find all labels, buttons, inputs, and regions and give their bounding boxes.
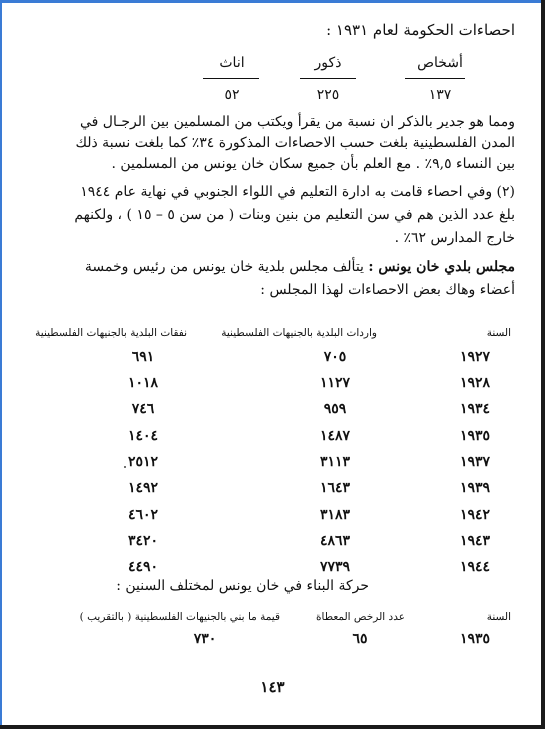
table2-header-value: قيمة ما بني بالجنيهات الفلسطينية ( بالتقريب ) <box>79 611 280 623</box>
census-header-persons: أشخاص <box>417 55 463 71</box>
table1-year: ١٩٢٧ <box>459 349 491 365</box>
scan-speck <box>124 466 126 468</box>
table2-permits: ٦٥ <box>352 631 368 647</box>
window-left-border <box>0 0 2 729</box>
table2-header-permits: عدد الرخص المعطاة <box>316 611 405 623</box>
census-value-persons: ١٣٧ <box>428 87 452 103</box>
table1-expenses: ٦٩١ <box>131 349 155 365</box>
table1-header-revenue: واردات البلدية بالجنيهات الفلسطينية <box>221 327 377 339</box>
table1-expenses: ١٠١٨ <box>127 375 159 391</box>
municipal-line1 <box>85 258 515 276</box>
table1-revenue: ١١٢٧ <box>319 375 351 391</box>
building-heading: حركة البناء في خان يونس لمختلف السنين : <box>116 578 369 594</box>
table2-year: ١٩٣٥ <box>459 631 491 647</box>
window-bottom-border <box>0 725 545 729</box>
table1-expenses: ٧٤٦ <box>131 401 155 417</box>
municipal-line1-text: يتألف مجلس بلدية خان يونس من رئيس وخمسة <box>84 259 369 275</box>
table1-expenses: ٤٦٠٢ <box>127 507 159 523</box>
table1-year: ١٩٤٣ <box>459 533 491 549</box>
table1-header-expenses: نفقات البلدية بالجنيهات الفلسطينية <box>35 327 187 339</box>
table2-value: ٧٣٠ <box>193 631 217 647</box>
table1-year: ١٩٤٤ <box>459 559 491 575</box>
paragraph2-line3: خارج المدارس ٦٢٪ . <box>394 230 515 246</box>
table1-year: ١٩٣٩ <box>459 480 491 496</box>
paragraph1-line2: المدن الفلسطينية بلغت حسب الاحصاءات المذكورة ٣٤٪ كما بلغت نسبة ذلك <box>75 135 515 151</box>
table1-expenses: ٣٤٢٠ <box>127 533 159 549</box>
table1-expenses: ٢٥١٢ <box>127 454 159 470</box>
table1-year: ١٩٢٨ <box>459 375 491 391</box>
paragraph2-line1: (٢) وفي احصاء قامت به ادارة التعليم في اللواء الجنوبي في نهاية عام ١٩٤٤ <box>80 184 515 200</box>
table1-year: ١٩٣٥ <box>459 428 491 444</box>
section-heading: احصاءات الحكومة لعام ١٩٣١ : <box>326 21 515 39</box>
table2-header-year: السنة <box>486 611 511 623</box>
table1-revenue: ٧٧٣٩ <box>319 559 351 575</box>
paragraph1-line1: ومما هو جدير بالذكر ان نسبة من يقرأ ويكتب من المسلمين بين الرجـال في <box>80 114 515 130</box>
table1-header-year: السنة <box>486 327 511 339</box>
table1-year: ١٩٣٤ <box>459 401 491 417</box>
paragraph2-line2: بلغ عدد الذين هم في سن التعليم من بنين وبنات ( من سن ٥ – ١٥ ) ، ولكنهم <box>74 207 515 223</box>
table1-expenses: ١٤٠٤ <box>127 428 159 444</box>
census-rule-males <box>300 78 356 79</box>
table1-revenue: ٧٠٥ <box>323 349 347 365</box>
window-right-border <box>541 0 545 729</box>
census-header-males: ذكور <box>314 55 342 71</box>
table1-expenses: ١٤٩٢ <box>127 480 159 496</box>
table1-revenue: ٩٥٩ <box>323 401 347 417</box>
census-rule-persons <box>405 78 465 79</box>
table1-year: ١٩٣٧ <box>459 454 491 470</box>
census-value-males: ٢٢٥ <box>316 87 340 103</box>
table1-revenue: ١٦٤٣ <box>319 480 351 496</box>
page-number: ١٤٣ <box>260 678 285 696</box>
paragraph1-line3: بين النساء ٩,٥٪ . مع العلم بأن جميع سكان خان يونس من المسلمين . <box>111 156 515 172</box>
table1-revenue: ٤٨٦٣ <box>319 533 351 549</box>
census-value-females: ٥٢ <box>224 87 240 103</box>
table1-revenue: ٣١١٣ <box>319 454 351 470</box>
table1-revenue: ١٤٨٧ <box>319 428 351 444</box>
municipal-line2: أعضاء وهاك بعض الاحصاءات لهذا المجلس : <box>260 282 515 298</box>
table1-revenue: ٣١٨٣ <box>319 507 351 523</box>
census-header-females: اناث <box>219 55 245 71</box>
census-rule-females <box>203 78 259 79</box>
table1-expenses: ٤٤٩٠ <box>127 559 159 575</box>
window-top-border <box>0 0 545 3</box>
municipal-title: مجلس بلدي خان يونس : <box>368 259 515 275</box>
table1-year: ١٩٤٢ <box>459 507 491 523</box>
